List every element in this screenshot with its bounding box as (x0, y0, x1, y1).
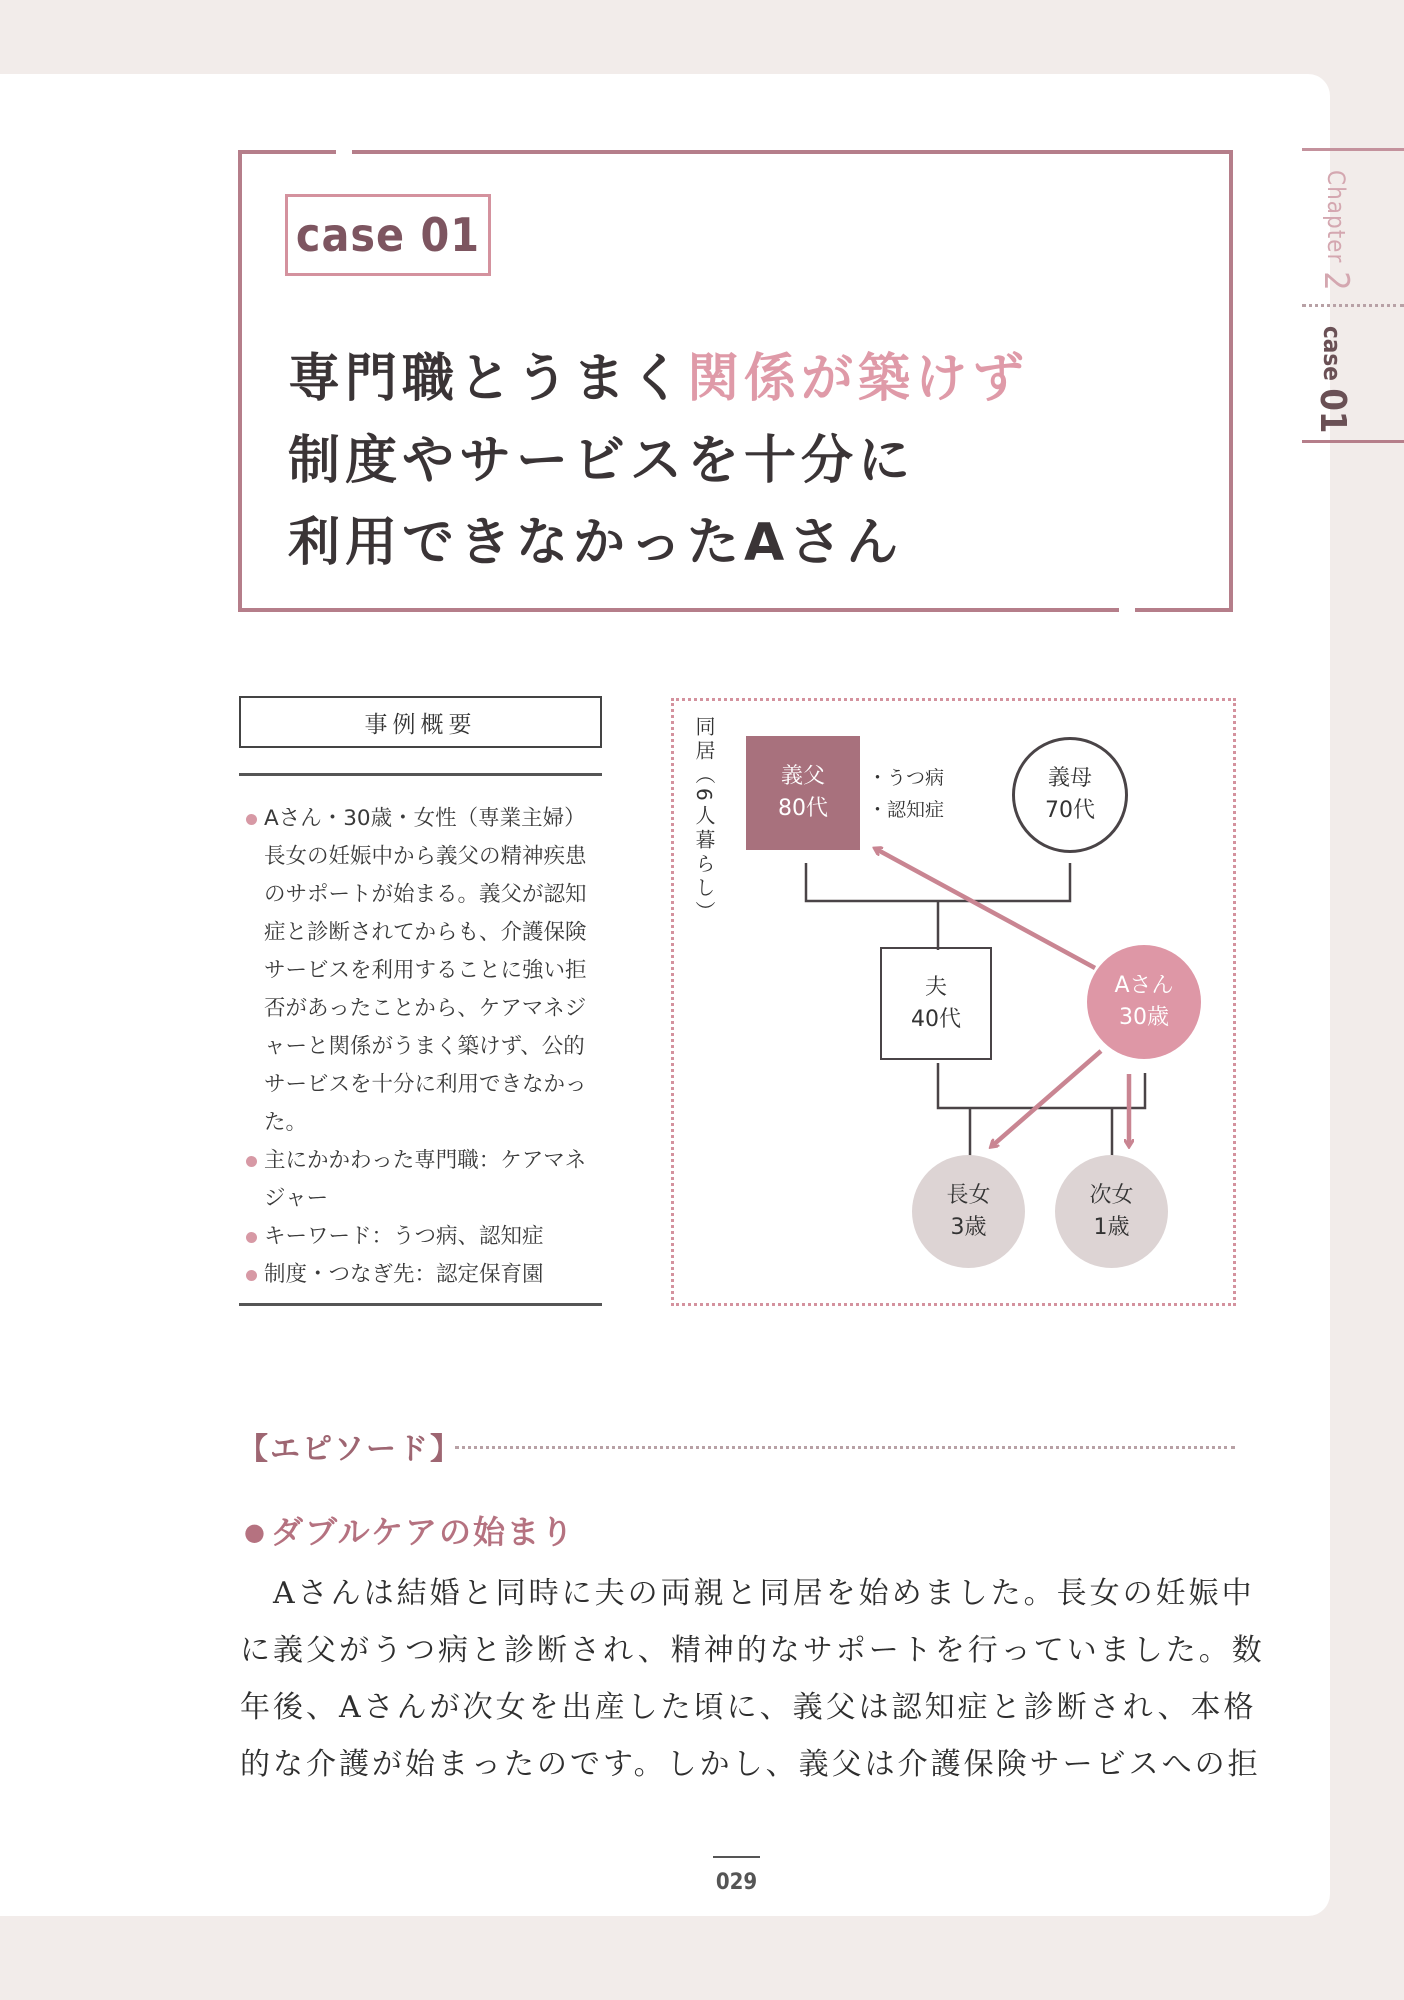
body-line: に義父がうつ病と診断され、精神的なサポートを行っていました。数 (240, 1633, 1265, 1668)
daughter2-name: 次女 (1089, 1182, 1134, 1208)
summary-item: 制度・つなぎ先：認定保育園 (244, 1256, 604, 1294)
father-age: 80代 (778, 796, 828, 821)
summary-item: 主にかかわった専門職：ケアマネジャー (244, 1142, 604, 1218)
frame-gap-top (336, 148, 352, 156)
summary-top-rule (239, 773, 602, 776)
children-connector (970, 1108, 1112, 1158)
node-second-daughter (1055, 1155, 1168, 1268)
daughter2-age: 1歳 (1093, 1214, 1130, 1240)
title-line-1-highlight: 関係が築けず (687, 349, 1030, 409)
body-line: 年後、Aさんが次女を出産した頃に、義父は認知症と診断され、本格 (240, 1690, 1257, 1725)
husband-age: 40代 (911, 1006, 961, 1032)
title-line-1-plain: 専門職とうまく (288, 349, 688, 409)
a-san-age: 30歳 (1119, 1005, 1169, 1030)
title-line-2: 制度やサービスを十分に (288, 431, 916, 491)
side-tab-dotted-rule (1302, 304, 1404, 307)
side-tab-top-rule (1302, 148, 1404, 151)
title-line-3: 利用できなかったAさん (288, 513, 904, 573)
subheading-bullet: ● (244, 1518, 267, 1546)
side-chapter-word: Chapter (1322, 170, 1350, 264)
mother-name: 義母 (1047, 766, 1092, 791)
episode-heading: 【エピソード】 (238, 1432, 462, 1467)
node-eldest-daughter (912, 1155, 1025, 1268)
side-chapter-label (1316, 170, 1356, 292)
node-a-san (1087, 945, 1201, 1059)
husband-name: 夫 (924, 974, 947, 1000)
summary-bottom-rule (239, 1303, 602, 1306)
episode-dotted-rule (455, 1446, 1235, 1449)
page-number-rule (713, 1856, 760, 1858)
summary-heading: 事例概要 (239, 696, 602, 748)
side-chapter-number: 2 (1316, 271, 1356, 292)
subheading-text: ダブルケアの始まり (270, 1513, 576, 1551)
episode-body (240, 1565, 1265, 1793)
arrow-a-to-daughter1 (992, 1051, 1101, 1146)
side-tab-bottom-rule (1302, 440, 1404, 443)
frame-gap-bottom (1119, 606, 1135, 614)
cohabit-label: 同居（6人暮らし） (692, 716, 716, 925)
node-mother-in-law (1012, 737, 1128, 853)
mother-age: 70代 (1045, 798, 1095, 823)
episode-subheading (244, 1507, 575, 1553)
daughter1-name: 長女 (946, 1182, 991, 1208)
side-case-word: case (1318, 326, 1346, 381)
summary-item: キーワード：うつ病、認知症 (244, 1218, 604, 1256)
body-line: Aさんは結婚と同時に夫の両親と同居を始めました。長女の妊娠中 (240, 1576, 1255, 1611)
node-father-in-law (746, 736, 860, 850)
node-husband (880, 947, 992, 1060)
title-line-1 (288, 336, 1029, 411)
father-illness-list (868, 762, 944, 826)
illness-item: ・うつ病 (868, 767, 945, 789)
side-case-number: 01 (1312, 388, 1353, 434)
illness-item: ・認知症 (868, 799, 945, 821)
father-name: 義父 (780, 764, 825, 789)
a-san-name: Aさん (1114, 973, 1174, 998)
daughter1-age: 3歳 (950, 1214, 987, 1240)
case-number-label: case 01 (285, 194, 491, 276)
summary-item: Aさん・30歳・女性（専業主婦）長女の妊娠中から義父の精神疾患のサポートが始まる。義父が認知症と診断されてからも、介護保険サービスを利用することに強い拒否があったことから、ケアマネジャーと関係がうまく築けず、公的サービスを十分に利用できなかった。 (244, 800, 604, 1142)
page-number: 029 (715, 1870, 758, 1895)
summary-list (244, 800, 604, 1294)
side-case-label (1312, 326, 1353, 433)
body-line: 的な介護が始まったのです。しかし、義父は介護保険サービスへの拒 (240, 1747, 1261, 1782)
